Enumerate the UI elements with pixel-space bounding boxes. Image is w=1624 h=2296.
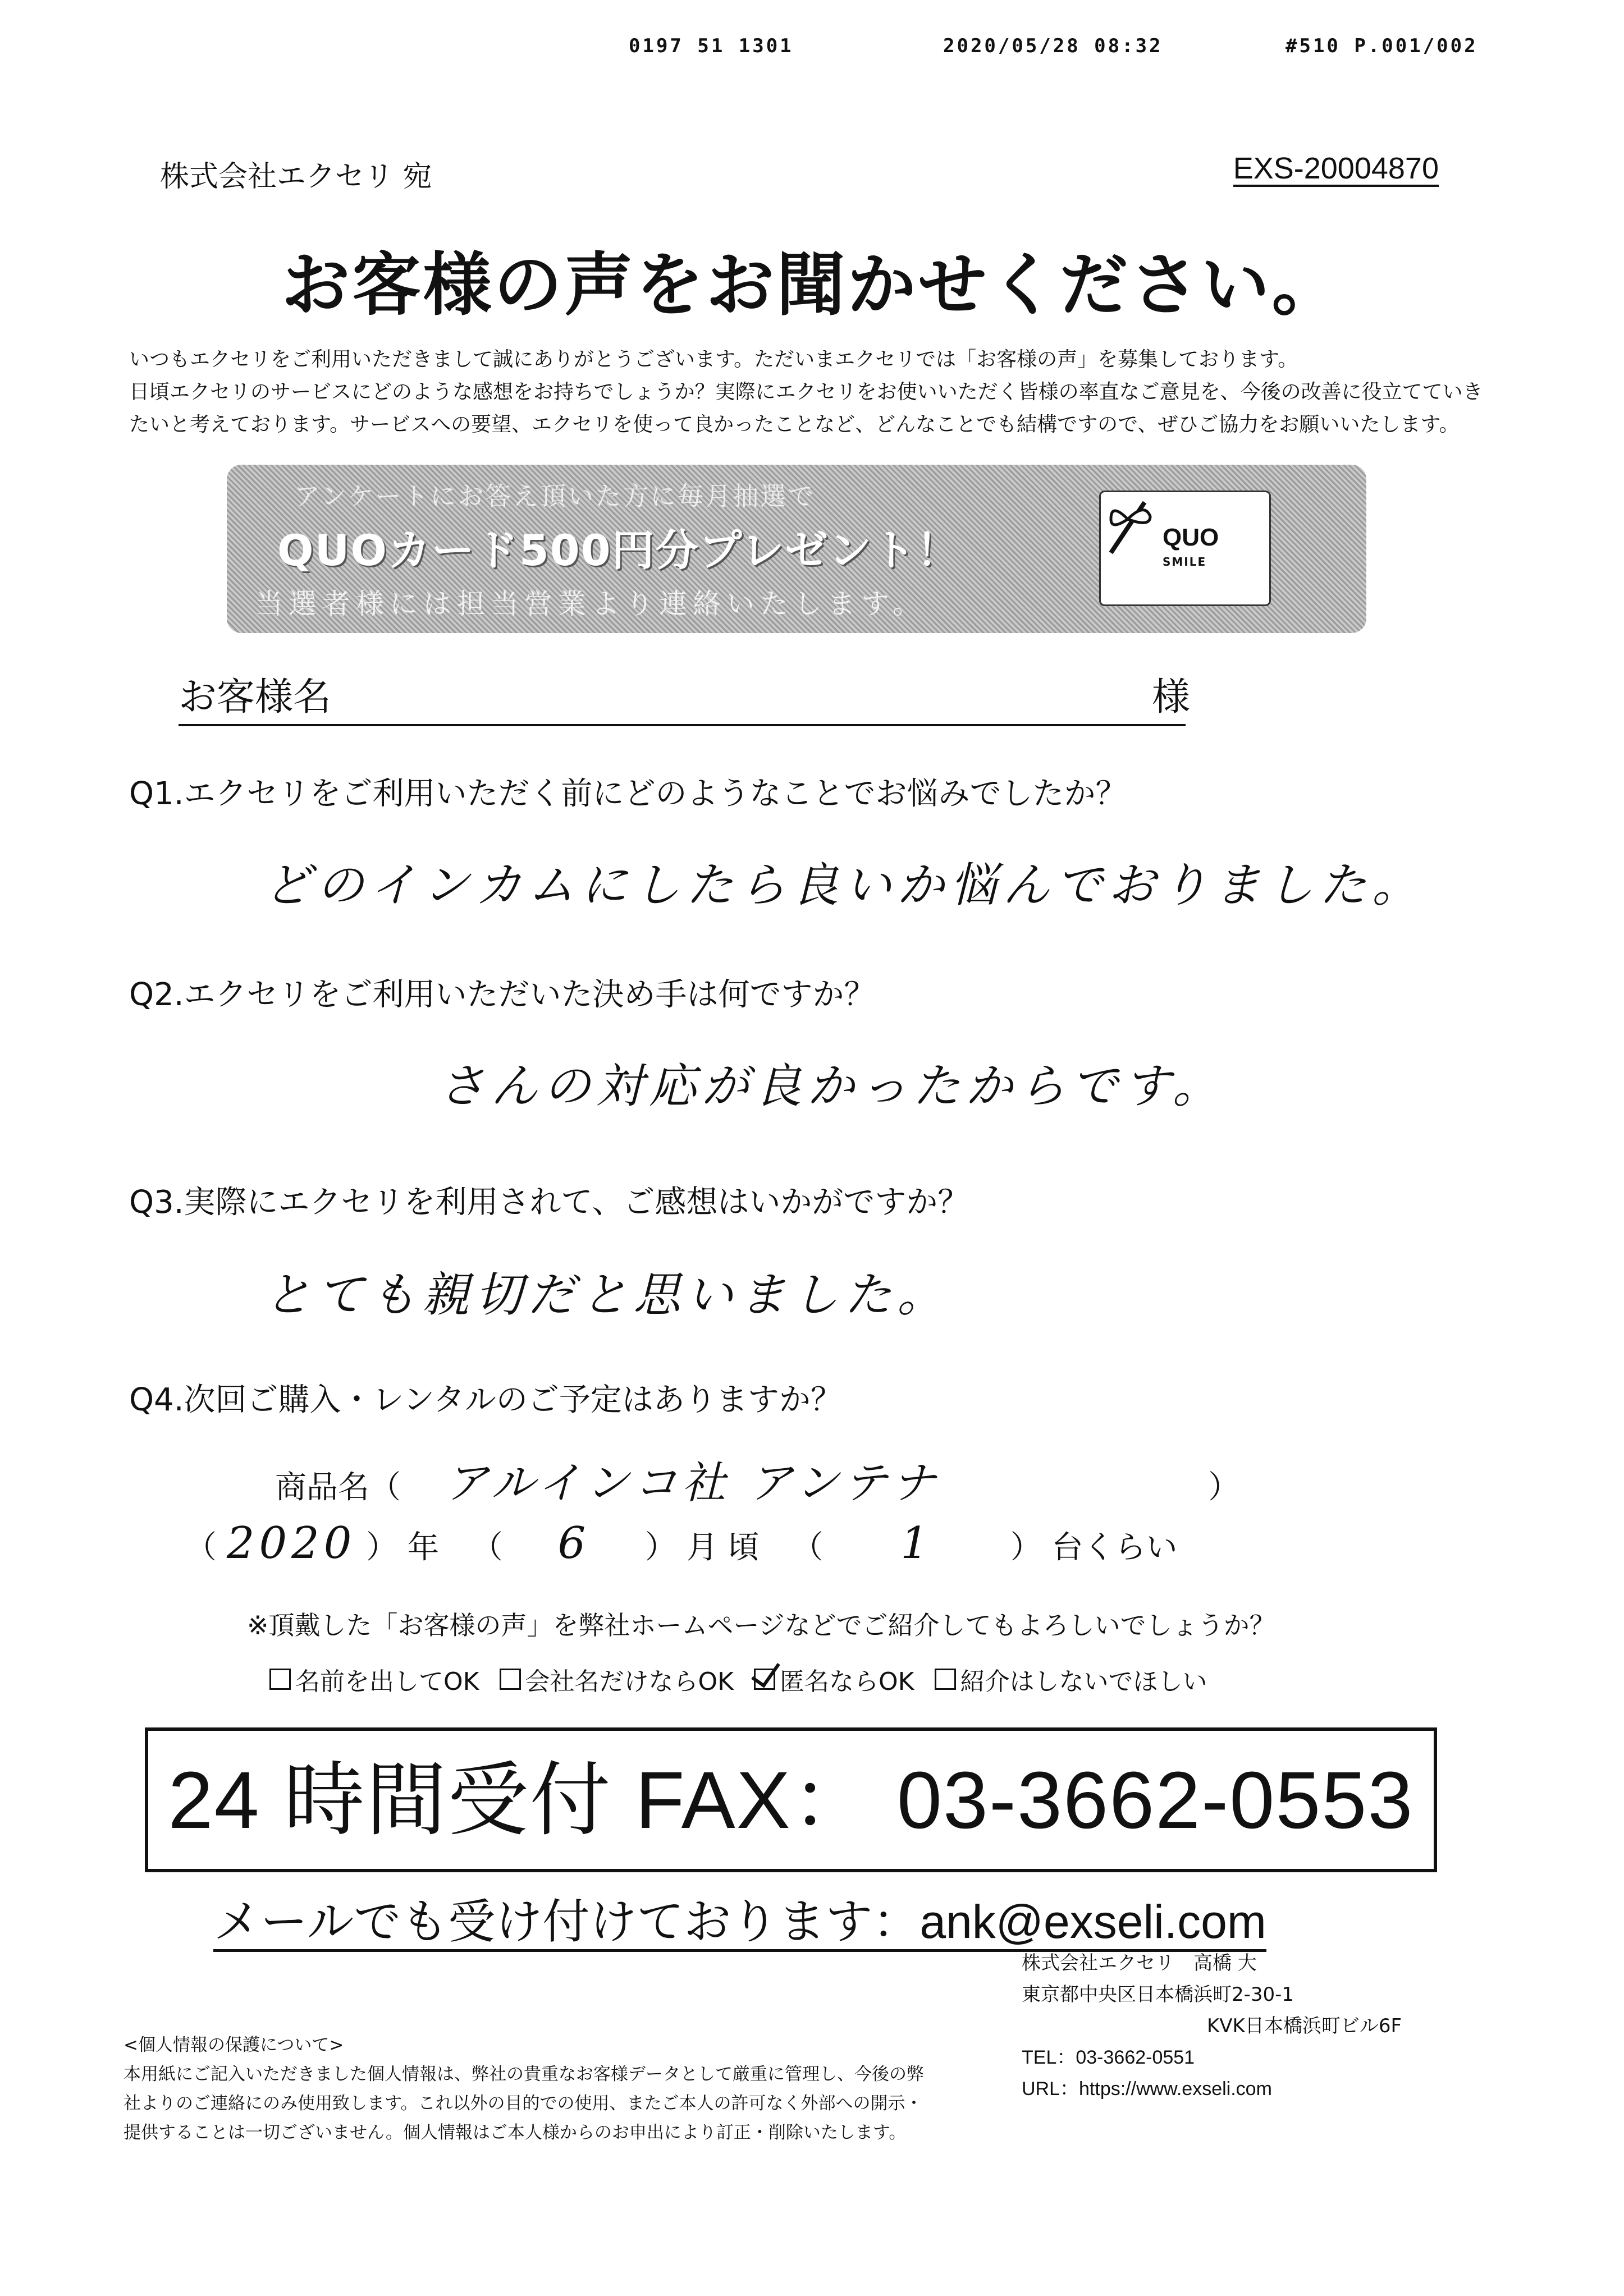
fax-page-number: #510 P.001/002 <box>1286 35 1478 57</box>
banner-note: 当選者様には担当営業より連絡いたします。 <box>255 588 926 620</box>
customer-name-label: お客様名 <box>179 675 332 719</box>
year-value[interactable]: 2020 <box>226 1518 356 1569</box>
customer-name-suffix: 様 <box>1152 675 1191 719</box>
fax-label: FAX： <box>635 1755 873 1845</box>
count-value[interactable]: 1 <box>900 1518 933 1569</box>
q4-label: Q4.次回ご購入・レンタルのご予定はありますか？ <box>129 1382 842 1418</box>
privacy-line: 社よりのご連絡にのみ使用致します。これ以外の目的での使用、またご本人の許可なく外部への開示・ <box>123 2093 923 2114</box>
consent-option-name-ok[interactable] <box>269 1661 479 1697</box>
consent-option-label: 匿名ならOK <box>780 1667 914 1696</box>
month-open-paren: （ <box>471 1529 503 1566</box>
company-name: 株式会社エクセリ 高橋 大 <box>1022 1952 1257 1974</box>
consent-option-company-ok[interactable] <box>500 1661 734 1697</box>
checkbox[interactable] <box>500 1669 521 1690</box>
checkbox[interactable] <box>935 1669 956 1690</box>
consent-option-label: 紹介はしないでほしい <box>960 1667 1207 1696</box>
privacy-heading: <個人情報の保護について> <box>123 2035 344 2055</box>
fax-datetime: 2020/05/28 08:32 <box>943 35 1163 57</box>
document-id: EXS-20004870 <box>1233 153 1439 187</box>
company-url-link[interactable]: URL：https://www.exseli.com <box>1022 2078 1272 2100</box>
intro-line: 日頃エクセリのサービスにどのような感想をお持ちでしょうか？実際にエクセリをお使いいただく皆様の率直なご意見を、今後の改善に役立てていきたいと考えております。サービスへの要望、エクセリを使って良かったことなど、どんなことでも結構ですので、ぜひご協力をお願いいたします。 <box>129 381 1483 436</box>
month-value[interactable]: 6 <box>557 1518 591 1569</box>
gift-ribbon-icon <box>1105 497 1156 558</box>
year-unit: 年 <box>407 1529 439 1566</box>
q3-label: Q3.実際にエクセリを利用されて、ご感想はいかがですか？ <box>129 1184 969 1221</box>
fax-number-box <box>145 1727 1437 1872</box>
fax-number: 03-3662-0553 <box>896 1755 1414 1845</box>
q3-answer[interactable]: とても親切だと思いました。 <box>264 1267 950 1322</box>
q2-answer[interactable]: さんの対応が良かったからです。 <box>438 1058 1225 1113</box>
banner-headline: QUOカード500円分プレゼント！ <box>277 525 960 575</box>
q1-answer[interactable]: どのインカムにしたら良いか悩んでおりました。 <box>264 858 1425 913</box>
addressee: 株式会社エクセリ 宛 <box>160 160 432 194</box>
count-open-paren: （ <box>792 1529 824 1566</box>
year-close-paren: ） <box>366 1529 398 1566</box>
quo-card-banner <box>227 465 1366 633</box>
product-value[interactable]: アルインコ社 アンテナ <box>444 1458 940 1509</box>
count-close-paren: ） <box>1010 1529 1042 1566</box>
privacy-notice <box>123 2031 999 2147</box>
customer-name-field[interactable] <box>179 724 1186 726</box>
consent-option-label: 会社名だけならOK <box>525 1667 734 1696</box>
q2-label: Q2.エクセリをご利用いただいた決め手は何ですか？ <box>129 977 876 1013</box>
company-building: KVK日本橋浜町ビル6F <box>1207 2015 1402 2037</box>
mail-contact <box>213 1895 1266 1952</box>
company-address: 東京都中央区日本橋浜町2-30-1 <box>1022 1983 1294 2006</box>
month-unit: 月 頃 <box>686 1529 760 1566</box>
checkbox[interactable] <box>269 1669 291 1690</box>
intro-text <box>129 343 1499 441</box>
page-title: お客様の声をお聞かせください。 <box>281 245 1343 325</box>
consent-question: ※頂戴した「お客様の声」を弊社ホームページなどでご紹介してもよろしいでしょうか？ <box>247 1610 1275 1640</box>
company-info <box>1022 1947 1402 2105</box>
year-open-paren: （ <box>185 1529 217 1566</box>
quo-logo-sub: SMILE <box>1163 555 1207 569</box>
quo-card-image <box>1099 491 1271 606</box>
fax-sender-number: 0197 51 1301 <box>629 35 794 57</box>
q4-schedule-row <box>185 1518 1178 1569</box>
company-tel: TEL：03-3662-0551 <box>1022 2047 1195 2068</box>
banner-campaign-text: アンケートにお答え頂いた方に毎月抽選で <box>294 481 816 511</box>
privacy-line: 提供することは一切ございません。個人情報はご本人様からのお申出により訂正・削除いたします。 <box>123 2123 907 2143</box>
checkbox-checked[interactable] <box>754 1669 775 1690</box>
consent-option-no-publish[interactable] <box>935 1661 1207 1697</box>
privacy-line: 本用紙にご記入いただきました個人情報は、弊社の貴重なお客様データとして厳重に管理し、今後の弊 <box>123 2064 924 2084</box>
consent-option-anonymous-ok[interactable] <box>754 1661 914 1697</box>
product-label: 商品名（ <box>275 1469 401 1506</box>
mail-address-link[interactable]: ank@exseli.com <box>919 1895 1266 1948</box>
intro-line: いつもエクセリをご利用いただきまして誠にありがとうございます。ただいまエクセリでは「お客様の声」を募集しております。 <box>129 348 1298 371</box>
count-unit: 台くらい <box>1051 1529 1178 1566</box>
fax-label-jp: 時間受付 <box>283 1753 612 1847</box>
fax-hours: 24 <box>168 1755 260 1845</box>
month-close-paren: ） <box>645 1529 677 1566</box>
product-close-paren: ） <box>1208 1469 1240 1506</box>
quo-logo: QUO <box>1163 524 1219 551</box>
q4-product-row <box>275 1448 1239 1511</box>
consent-options <box>269 1661 1207 1697</box>
q1-label: Q1.エクセリをご利用いただく前にどのようなことでお悩みでしたか？ <box>129 776 1127 812</box>
consent-option-label: 名前を出してOK <box>295 1667 479 1696</box>
mail-label: メールでも受け付けております： <box>213 1894 920 1949</box>
